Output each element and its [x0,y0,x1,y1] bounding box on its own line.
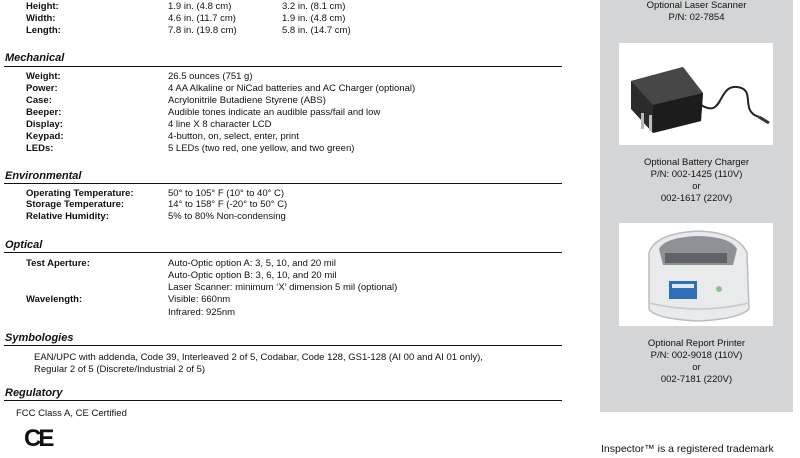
spec-value: Audible tones indicate an audible pass/fail and low [168,107,381,118]
spec-value: Auto-Optic option B: 3, 6, 10, and 20 mil [168,270,337,281]
spec-value: Visible: 660nm [168,294,231,305]
section-title-symbologies: Symbologies [5,332,74,344]
section-title-regulatory: Regulatory [5,387,63,399]
accessory-part-number: P/N: 002-9018 (110V) [650,350,743,361]
trademark-note: Inspector™ is a registered trademark [601,443,774,455]
spec-value: 4.6 in. (11.7 cm) [168,13,236,24]
spec-label: Storage Temperature: [26,199,125,210]
report-printer-icon [619,223,773,326]
spec-label: Power: [26,83,58,94]
accessory-or: or [692,362,701,373]
accessory-part-number: 002-1617 (220V) [660,193,733,204]
accessory-part-number: P/N: 002-1425 (110V) [650,169,743,180]
spec-label: Beeper: [26,107,62,118]
spec-value: 14° to 158° F (-20° to 50° C) [168,199,288,210]
spec-label: Case: [26,95,52,106]
spec-value: 5.8 in. (14.7 cm) [282,25,351,36]
spec-label: Weight: [26,71,61,82]
battery-charger-photo [619,43,773,145]
section-divider [4,345,562,346]
spec-value: 5 LEDs (two red, one yellow, and two green) [168,143,355,154]
section-divider [4,400,562,401]
spec-label: Display: [26,119,63,130]
laser-scanner-caption [600,0,793,24]
spec-label: Relative Humidity: [26,211,109,222]
spec-label: Test Aperture: [26,258,90,269]
ce-mark-icon: CE [24,425,52,452]
section-title-environmental: Environmental [5,170,82,182]
report-printer-photo [619,223,773,326]
section-divider [4,66,562,67]
spec-value: 4 AA Alkaline or NiCad batteries and AC Charger (optional) [168,83,416,94]
accessory-part-number: P/N: 02-7854 [668,12,725,23]
spec-value: Laser Scanner: minimum ‘X’ dimension 5 mil (optional) [168,282,398,293]
spec-label: Keypad: [26,131,64,142]
spec-value: 7.8 in. (19.8 cm) [168,25,237,36]
spec-value: 50° to 105° F (10° to 40° C) [168,188,285,199]
battery-charger-icon [619,43,773,145]
spec-label: Length: [26,25,61,36]
accessory-name: Optional Report Printer [647,338,746,349]
section-divider [4,183,562,184]
accessory-part-number: 002-7181 (220V) [660,374,733,385]
spec-label: Height: [26,1,59,12]
spec-label: Wavelength: [26,294,83,305]
spec-value: 1.9 in. (4.8 cm) [168,1,232,12]
battery-charger-caption [600,157,793,205]
accessory-or: or [692,181,701,192]
spec-value: 1.9 in. (4.8 cm) [282,13,346,24]
spec-value: Infrared: 925nm [168,307,236,318]
spec-value: 4 line X 8 character LCD [168,119,272,130]
spec-value: 3.2 in. (8.1 cm) [282,1,346,12]
spec-value: 5% to 80% Non-condensing [168,211,286,222]
spec-label: Operating Temperature: [26,188,134,199]
spec-value: 4-button, on, select, enter, print [168,131,299,142]
report-printer-caption [600,338,793,386]
regulatory-text: FCC Class A, CE Certified [16,408,127,419]
accessory-name: Optional Laser Scanner [646,0,747,11]
spec-value: 26.5 ounces (751 g) [168,71,253,82]
spec-value: Auto-Optic option A: 3, 5, 10, and 20 mil [168,258,336,269]
spec-value: Acrylonitrile Butadiene Styrene (ABS) [168,95,326,106]
symbology-line: EAN/UPC with addenda, Code 39, Interleaved 2 of 5, Codabar, Code 128, GS1-128 (AI 00 and AI 01 only), [34,352,483,363]
section-title-optical: Optical [5,239,43,251]
section-divider [4,252,562,253]
accessory-name: Optional Battery Charger [643,157,750,168]
spec-label: Width: [26,13,56,24]
section-title-mechanical: Mechanical [5,52,65,64]
symbology-line: Regular 2 of 5 (Discrete/Industrial 2 of 5) [34,364,206,375]
spec-label: LEDs: [26,143,54,154]
